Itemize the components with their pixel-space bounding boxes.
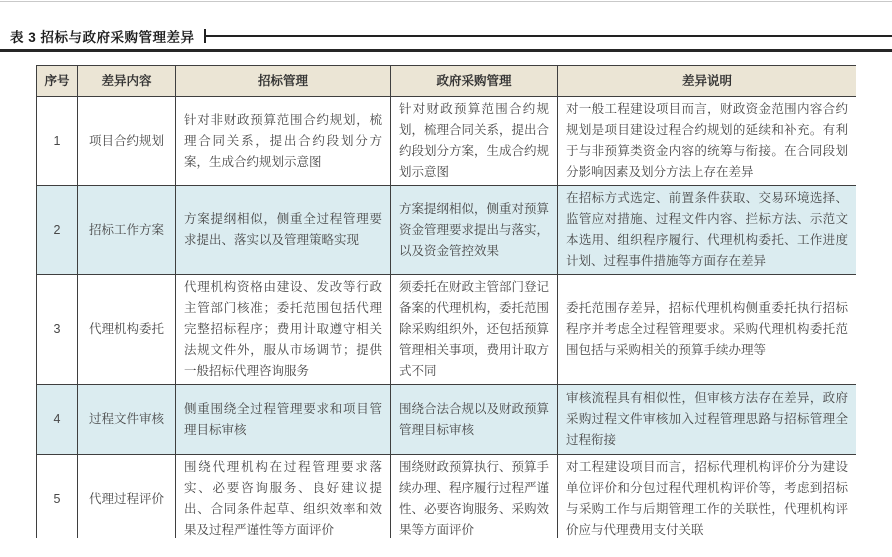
- page-title: 表 3 招标与政府采购管理差异: [10, 30, 195, 45]
- section-divider: [0, 49, 892, 52]
- seq-cell: 5: [37, 455, 78, 539]
- bidding-cell: 代理机构资格由建设、发改等行政主管部门核准；委托范围包括代理完整招标程序；费用计取遵守相关法规文件外，服从市场调节；提供一般招标代理咨询服务: [176, 275, 391, 385]
- content-cell: 招标工作方案: [78, 186, 176, 275]
- table-row: [37, 97, 857, 186]
- table-row: [37, 186, 857, 275]
- explanation-cell: 对一般工程建设项目而言，财政资金范围内容合约规划是项目建设过程合约规划的延续和补充。有利于与非预算类资金内容的统筹与衔接。在合同段划分影响因素及划分方法上存在差异: [558, 97, 857, 186]
- content-cell: 过程文件审核: [78, 385, 176, 455]
- seq-cell: 2: [37, 186, 78, 275]
- diff-table: [36, 65, 856, 538]
- bidding-cell: 方案提纲相似，侧重全过程管理要求提出、落实以及管理策略实现: [176, 186, 391, 275]
- content-cell: 项目合约规划: [78, 97, 176, 186]
- seq-cell: 1: [37, 97, 78, 186]
- col-header-procurement: 政府采购管理: [391, 66, 558, 97]
- table-row: [37, 455, 857, 539]
- explanation-cell: 审核流程具有相似性，但审核方法存在差异，政府采购过程文件审核加入过程管理思路与招标管理全过程衔接: [558, 385, 857, 455]
- bidding-cell: 侧重围绕全过程管理要求和项目管理目标审核: [176, 385, 391, 455]
- header-row: [37, 66, 857, 97]
- procurement-cell: 须委托在财政主管部门登记备案的代理机构，委托范围除采购组织外，还包括预算管理相关事项，费用计取方式不同: [391, 275, 558, 385]
- procurement-cell: 围绕财政预算执行、预算手续办理、程序履行过程严谨性、必要咨询服务、采购效果等方面评价: [391, 455, 558, 539]
- table-caption-row: [10, 26, 892, 46]
- procurement-cell: 围绕合法合规以及财政预算管理目标审核: [391, 385, 558, 455]
- table-row: [37, 385, 857, 455]
- bidding-cell: 围绕代理机构在过程管理要求落实、必要咨询服务、良好建议提出、合同条件起草、组织效率和效果及过程严谨性等方面评价: [176, 455, 391, 539]
- seq-cell: 4: [37, 385, 78, 455]
- top-hairline: [0, 1, 892, 2]
- caption-rule-line: [206, 35, 892, 37]
- table-container: [36, 65, 856, 538]
- explanation-cell: 委托范围存差异，招标代理机构侧重委托执行招标程序并考虑全过程管理要求。采购代理机构委托范围包括与采购相关的预算手续办理等: [558, 275, 857, 385]
- col-header-seq: 序号: [37, 66, 78, 97]
- caption-rule: [204, 29, 892, 43]
- explanation-cell: 对工程建设项目而言，招标代理机构评价分为建设单位评价和分包过程代理机构评价等，考虑到招标与采购工作与后期管理工作的关联性，代理机构评价应与代理费用支付关联: [558, 455, 857, 539]
- bidding-cell: 针对非财政预算范围合约规划，梳理合同关系，提出合约段划分方案，生成合约规划示意图: [176, 97, 391, 186]
- procurement-cell: 方案提纲相似，侧重对预算资金管理要求提出与落实，以及资金管控效果: [391, 186, 558, 275]
- explanation-cell: 在招标方式选定、前置条件获取、交易环境选择、监管应对措施、过程文件内容、拦标方法、示范文本选用、组织程序履行、代理机构委托、工作进度计划、过程事件措施等方面存在差异: [558, 186, 857, 275]
- col-header-bidding: 招标管理: [176, 66, 391, 97]
- procurement-cell: 针对财政预算范围合约规划，梳理合同关系，提出合约段划分方案，生成合约规划示意图: [391, 97, 558, 186]
- seq-cell: 3: [37, 275, 78, 385]
- content-cell: 代理过程评价: [78, 455, 176, 539]
- table-row: [37, 275, 857, 385]
- col-header-explanation: 差异说明: [558, 66, 857, 97]
- content-cell: 代理机构委托: [78, 275, 176, 385]
- col-header-content: 差异内容: [78, 66, 176, 97]
